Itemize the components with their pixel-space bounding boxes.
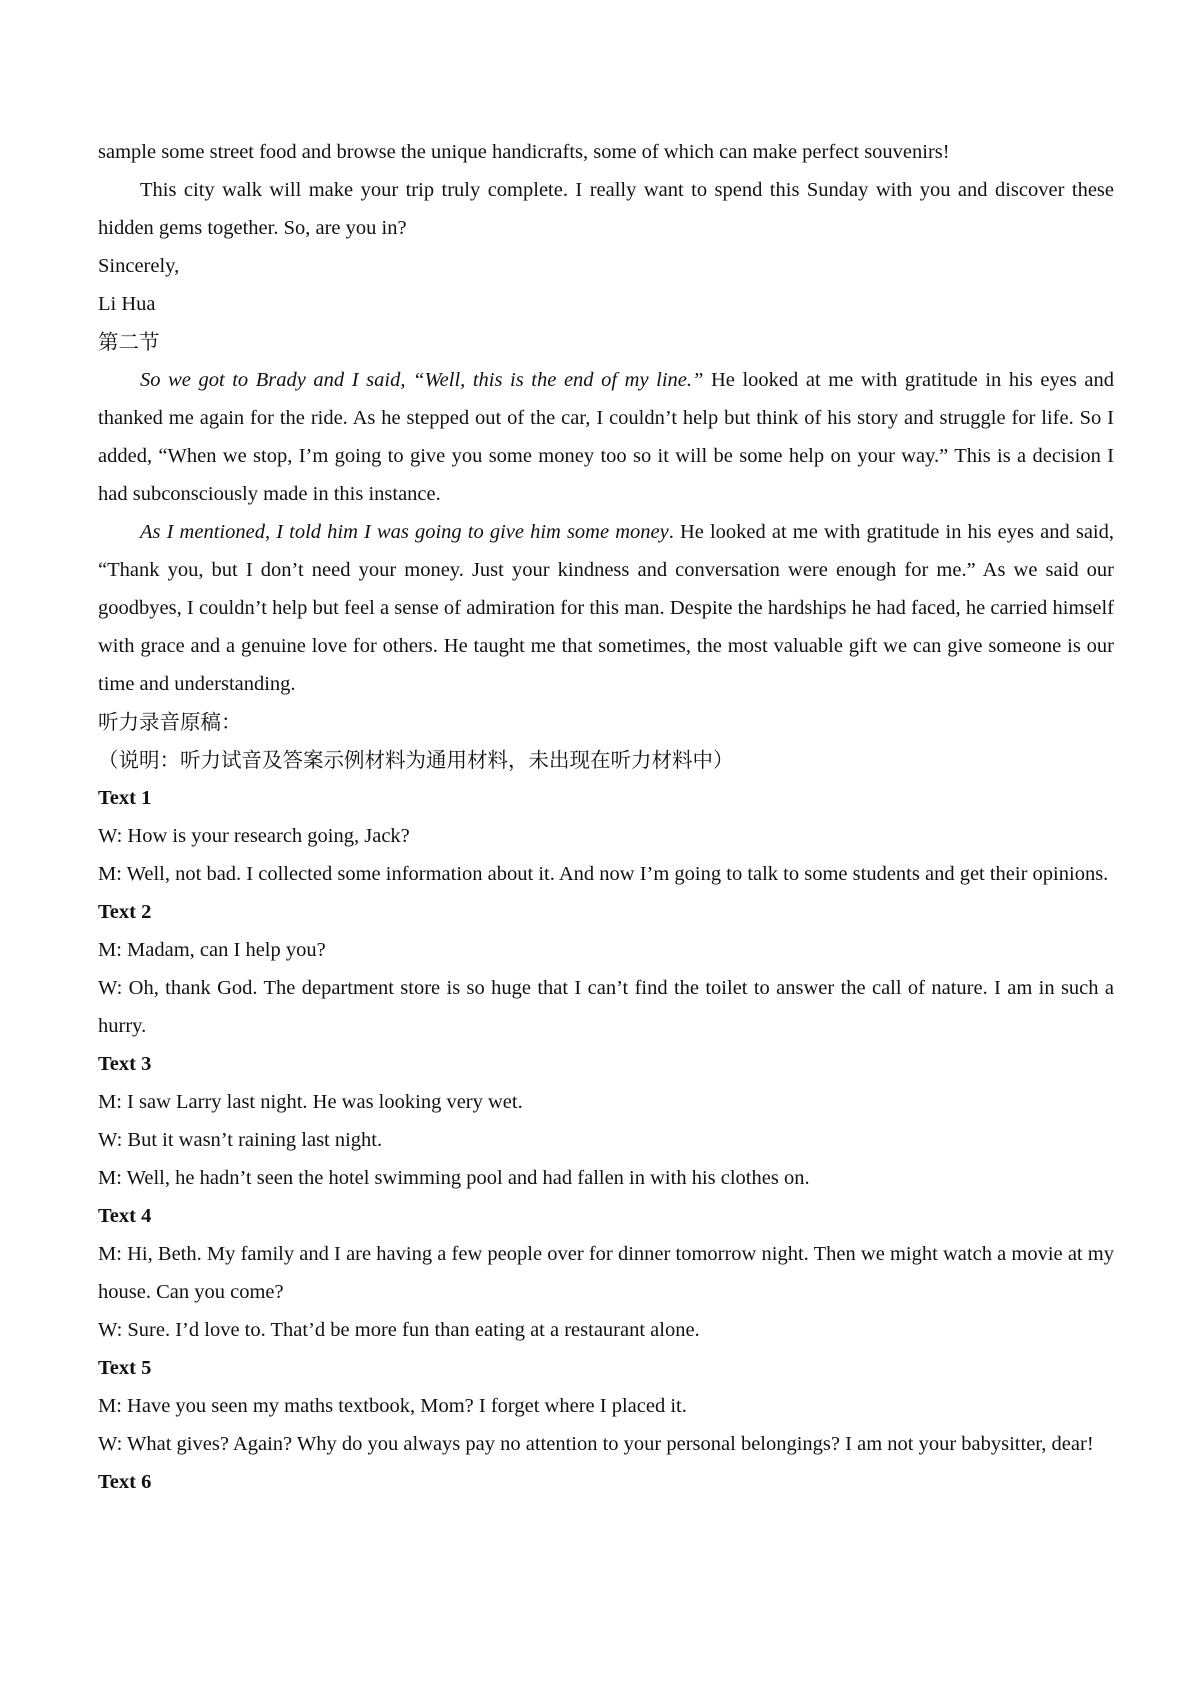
- text-4-title: Text 4: [98, 1205, 152, 1227]
- story-paragraph-1-body: He looked at me with gratitude in his eyes and thanked me again for the ride. As he stepped out of the car, I couldn’t help but think of his story and struggle for life. So I added, “When we stop, I’m going to give you some money too so it will be some help on your way.” This is a decision I had subconsciously made in this instance.: [98, 369, 1114, 505]
- text-1-title: Text 1: [98, 787, 152, 809]
- story-paragraph-1-lead: So we got to Brady and I said, “Well, this is the end of my line.”: [140, 369, 704, 391]
- letter-paragraph-continued: sample some street food and browse the unique handicrafts, some of which can make perfect souvenirs!: [98, 141, 950, 163]
- dialogue-line: W: Oh, thank God. The department store is so huge that I can’t find the toilet to answer the call of nature. I am in such a hurry.: [98, 977, 1114, 1037]
- story-paragraph-2-body: . He looked at me with gratitude in his eyes and said, “Thank you, but I don’t need your money. Just your kindness and conversation were enough for me.” As we said our goodbyes, I couldn’t help but feel a sense of admiration for this man. Despite the hardships he had faced, he carried himself with grace and a genuine love for others. He taught me that sometimes, the most valuable gift we can give someone is our time and understanding.: [98, 521, 1114, 695]
- dialogue-line: M: Well, not bad. I collected some information about it. And now I’m going to talk to some students and get their opinions.: [98, 863, 1109, 885]
- dialogue-line: W: What gives? Again? Why do you always pay no attention to your personal belongings? I am not your babysitter, dear!: [98, 1433, 1094, 1455]
- story-paragraph-2-lead: As I mentioned, I told him I was going to give him some money: [140, 521, 669, 543]
- letter-paragraph: This city walk will make your trip truly complete. I really want to spend this Sunday with you and discover these hidden gems together. So, are you in?: [98, 179, 1114, 239]
- dialogue-line: M: Well, he hadn’t seen the hotel swimming pool and had fallen in with his clothes on.: [98, 1167, 810, 1189]
- transcript-note: （说明：听力试音及答案示例材料为通用材料，未出现在听力材料中）: [98, 748, 734, 772]
- text-3-title: Text 3: [98, 1053, 152, 1075]
- text-6-title: Text 6: [98, 1471, 152, 1493]
- text-5-title: Text 5: [98, 1357, 152, 1379]
- dialogue-line: M: Hi, Beth. My family and I are having a few people over for dinner tomorrow night. Then we might watch a movie at my house. Can you come?: [98, 1243, 1114, 1303]
- text-2-title: Text 2: [98, 901, 152, 923]
- dialogue-line: M: I saw Larry last night. He was looking very wet.: [98, 1091, 523, 1113]
- dialogue-line: M: Madam, can I help you?: [98, 939, 326, 961]
- dialogue-line: W: But it wasn’t raining last night.: [98, 1129, 383, 1151]
- dialogue-line: W: Sure. I’d love to. That’d be more fun than eating at a restaurant alone.: [98, 1319, 700, 1341]
- story-paragraph-2: [98, 513, 1114, 703]
- dialogue-line: M: Have you seen my maths textbook, Mom? I forget where I placed it.: [98, 1395, 687, 1417]
- dialogue-line: W: How is your research going, Jack?: [98, 825, 410, 847]
- letter-closing: Sincerely,: [98, 255, 180, 277]
- transcript-heading: 听力录音原稿：: [98, 710, 242, 734]
- section-heading: 第二节: [98, 330, 160, 354]
- letter-signature: Li Hua: [98, 293, 156, 315]
- document-page: [98, 133, 1114, 1501]
- story-paragraph-1: [98, 361, 1114, 513]
